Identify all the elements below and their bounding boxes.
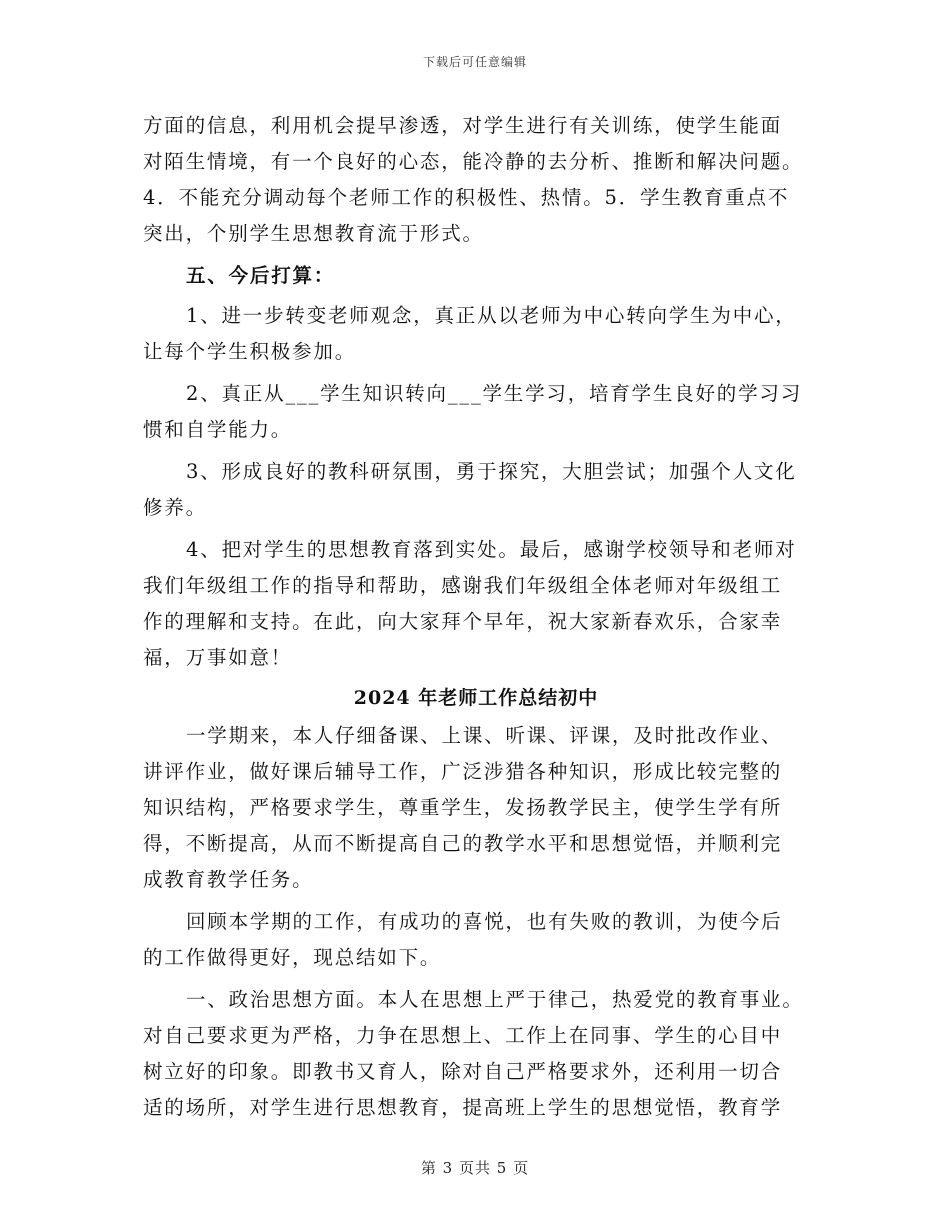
list-item-line: 修养。 (143, 496, 207, 519)
page-number: 第 3 页共 5 页 (420, 1159, 530, 1177)
list-item-line: 3、形成良好的教科研氛围，勇于探究，大胆尝试；加强个人文化 (186, 460, 797, 483)
list-item-line: 我们年级组工作的指导和帮助，感谢我们年级组全体老师对年级组工 (143, 574, 783, 597)
paragraph-line: 对自己要求更为严格，力争在思想上、工作上在同事、学生的心目中 (143, 1024, 783, 1047)
paragraph-line: 树立好的印象。即教书又育人，除对自己严格要求外，还利用一切合 (143, 1060, 783, 1083)
paragraph-line: 成教育教学任务。 (143, 868, 314, 891)
paragraph-line: 对陌生情境，有一个良好的心态，能冷静的去分析、推断和解决问题。 (143, 150, 804, 173)
paragraph-line: 得，不断提高，从而不断提高自己的教学水平和思想觉悟，并顺利完 (143, 832, 783, 855)
list-item-line: 作的理解和支持。在此，向大家拜个早年，祝大家新春欢乐，合家幸 (143, 610, 783, 633)
list-item-line: 4、把对学生的思想教育落到实处。最后，感谢学校领导和老师对 (186, 538, 797, 561)
list-item-line: 让每个学生积极参加。 (143, 340, 357, 363)
paragraph-line: 的工作做得更好，现总结如下。 (143, 946, 442, 969)
paragraph-line: 讲评作业，做好课后辅导工作，广泛涉猎各种知识，形成比较完整的 (143, 760, 783, 783)
list-item-line: 福，万事如意！ (143, 646, 293, 669)
list-item-line: 1、进一步转变老师观念，真正从以老师为中心转向学生为中心， (186, 304, 797, 327)
paragraph-line: 知识结构，严格要求学生，尊重学生，发扬教学民主，使学生学有所 (143, 796, 783, 819)
page-header-note: 下载后可任意编辑 (422, 55, 527, 69)
section-heading: 五、今后打算： (186, 264, 336, 287)
paragraph-line: 突出，个别学生思想教育流于形式。 (143, 222, 484, 245)
article-title: 2024 年老师工作总结初中 (353, 687, 599, 709)
paragraph-line: 一、政治思想方面。本人在思想上严于律己，热爱党的教育事业。 (186, 988, 804, 1011)
paragraph-line: 方面的信息，利用机会提早渗透，对学生进行有关训练，使学生能面 (143, 114, 783, 137)
list-item-line: 2、真正从___学生知识转向___学生学习，培育学生良好的学习习 (186, 382, 803, 405)
paragraph-line: 适的场所，对学生进行思想教育，提高班上学生的思想觉悟，教育学 (143, 1096, 783, 1119)
list-item-line: 惯和自学能力。 (143, 418, 293, 441)
document-body (143, 108, 809, 1126)
paragraph-line: 回顾本学期的工作，有成功的喜悦，也有失败的教训，为使今后 (186, 910, 783, 933)
paragraph-line: 4．不能充分调动每个老师工作的积极性、热情。5．学生教育重点不 (143, 186, 790, 209)
paragraph-line: 一学期来，本人仔细备课、上课、听课、评课，及时批改作业、 (186, 724, 783, 747)
